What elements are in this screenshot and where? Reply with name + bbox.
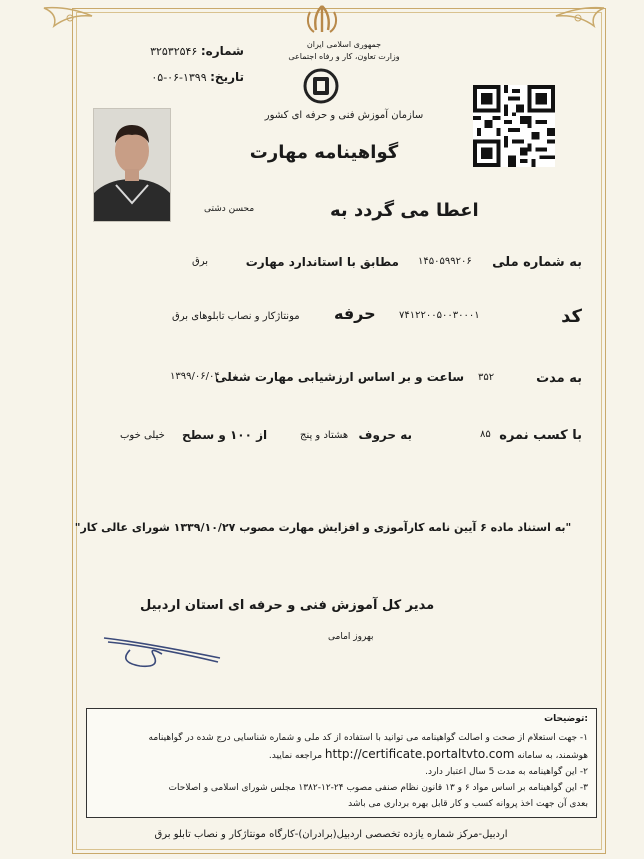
code-label: کد xyxy=(561,306,582,327)
corner-ornament-left-icon xyxy=(40,4,96,38)
tvto-logo-icon xyxy=(303,68,339,104)
words-value: هشتاد و پنج xyxy=(300,430,349,441)
holder-name: محسن دشتی xyxy=(204,204,255,214)
assessment-date: ۱۳۹۹/۰۶/۰۴ xyxy=(170,371,220,382)
corner-ornament-right-icon xyxy=(552,4,608,38)
national-emblem-icon xyxy=(302,2,342,38)
score-value: ۸۵ xyxy=(480,429,491,440)
duration-label: به مدت xyxy=(536,371,582,386)
profession-label: حرفه xyxy=(334,304,376,323)
duration-value: ۳۵۲ xyxy=(478,372,495,383)
signature-icon xyxy=(100,628,225,673)
national-id-value: ۱۴۵۰۵۹۹۲۰۶ xyxy=(418,256,472,267)
standard-value: برق xyxy=(192,256,209,267)
footer-text: اردبیل-مرکز شماره یازده تخصصی اردبیل(برادران)-کارگاه مونتاژکار و نصاب تابلو برق xyxy=(154,829,508,840)
profession-value: مونتاژکار و نصاب تابلوهای برق xyxy=(172,311,300,322)
notes-line2 xyxy=(269,747,588,761)
holder-photo xyxy=(93,108,171,222)
number-value: ۳۲۵۳۲۵۴۶ xyxy=(150,45,198,58)
standard-label: مطابق با استاندارد مهارت xyxy=(245,255,399,269)
date-row xyxy=(151,70,244,84)
director-title: مدیر کل آموزش فنی و حرفه ای استان اردبیل xyxy=(140,598,435,613)
national-id-label: به شماره ملی xyxy=(492,255,582,270)
notes-line5: بعدی آن جهت اخذ پروانه کسب و کار قابل بهره برداری می باشد xyxy=(348,799,588,809)
qr-code[interactable] xyxy=(473,85,555,167)
notes-heading: توضیحات: xyxy=(544,714,588,724)
gov-line1: جمهوری اسلامی ایران xyxy=(306,40,382,49)
notes-line3: ۲- این گواهینامه به مدت 5 سال اعتبار دارد. xyxy=(425,767,588,777)
portrait-icon xyxy=(94,109,170,221)
level-value: خیلی خوب xyxy=(120,430,165,441)
number-label: شماره: xyxy=(200,44,244,58)
notes-line2-a: هوشمند، به سامانه xyxy=(517,751,588,761)
date-value: ۱۳۹۹-۰۶-۰۵ xyxy=(151,71,207,84)
notes-line1: ۱- جهت استعلام از صحت و اصالت گواهینامه می توانید با استفاده از کد ملی و شماره شناسایی درج شده در گواهینامه xyxy=(148,733,588,743)
doc-title: گواهینامه مهارت xyxy=(249,142,399,163)
scale-label: از ۱۰۰ و سطح xyxy=(182,428,268,442)
granted-label: اعطا می گردد به xyxy=(330,200,479,221)
words-label: به حروف xyxy=(358,428,412,442)
notes-line4: ۳- این گواهینامه بر اساس مواد ۶ و ۱۳ قانون نظام صنفی مصوب ۲۴-۱۲-۱۳۸۲ مجلس شورای اسلامی و اصلاحات xyxy=(168,783,588,793)
number-row xyxy=(150,44,244,58)
date-label: تاریخ: xyxy=(210,70,244,84)
director-name: بهروز امامی xyxy=(328,632,374,642)
org-name: سازمان آموزش فنی و حرفه ای کشور xyxy=(264,110,424,121)
gov-line2: وزارت تعاون، کار و رفاه اجتماعی xyxy=(288,52,400,61)
assessment-label: ساعت و بر اساس ارزشیابی مهارت شغلی xyxy=(215,370,464,384)
portal-link[interactable]: http://certificate.portaltvto.com xyxy=(324,747,515,761)
code-value: ۷۴۱۲۲۰۰۵۰۰۳۰۰۰۱ xyxy=(399,310,480,321)
notes-line2-b: مراجعه نمایید. xyxy=(268,751,323,761)
qr-code-icon xyxy=(473,85,555,167)
statute-text: "به استناد ماده ۶ آیین نامه کارآموزی و افزایش مهارت مصوب ۱۳۳۹/۱۰/۲۷ شورای عالی کار" xyxy=(74,521,572,534)
score-label: با کسب نمره xyxy=(499,428,582,443)
notes-box xyxy=(86,708,597,818)
